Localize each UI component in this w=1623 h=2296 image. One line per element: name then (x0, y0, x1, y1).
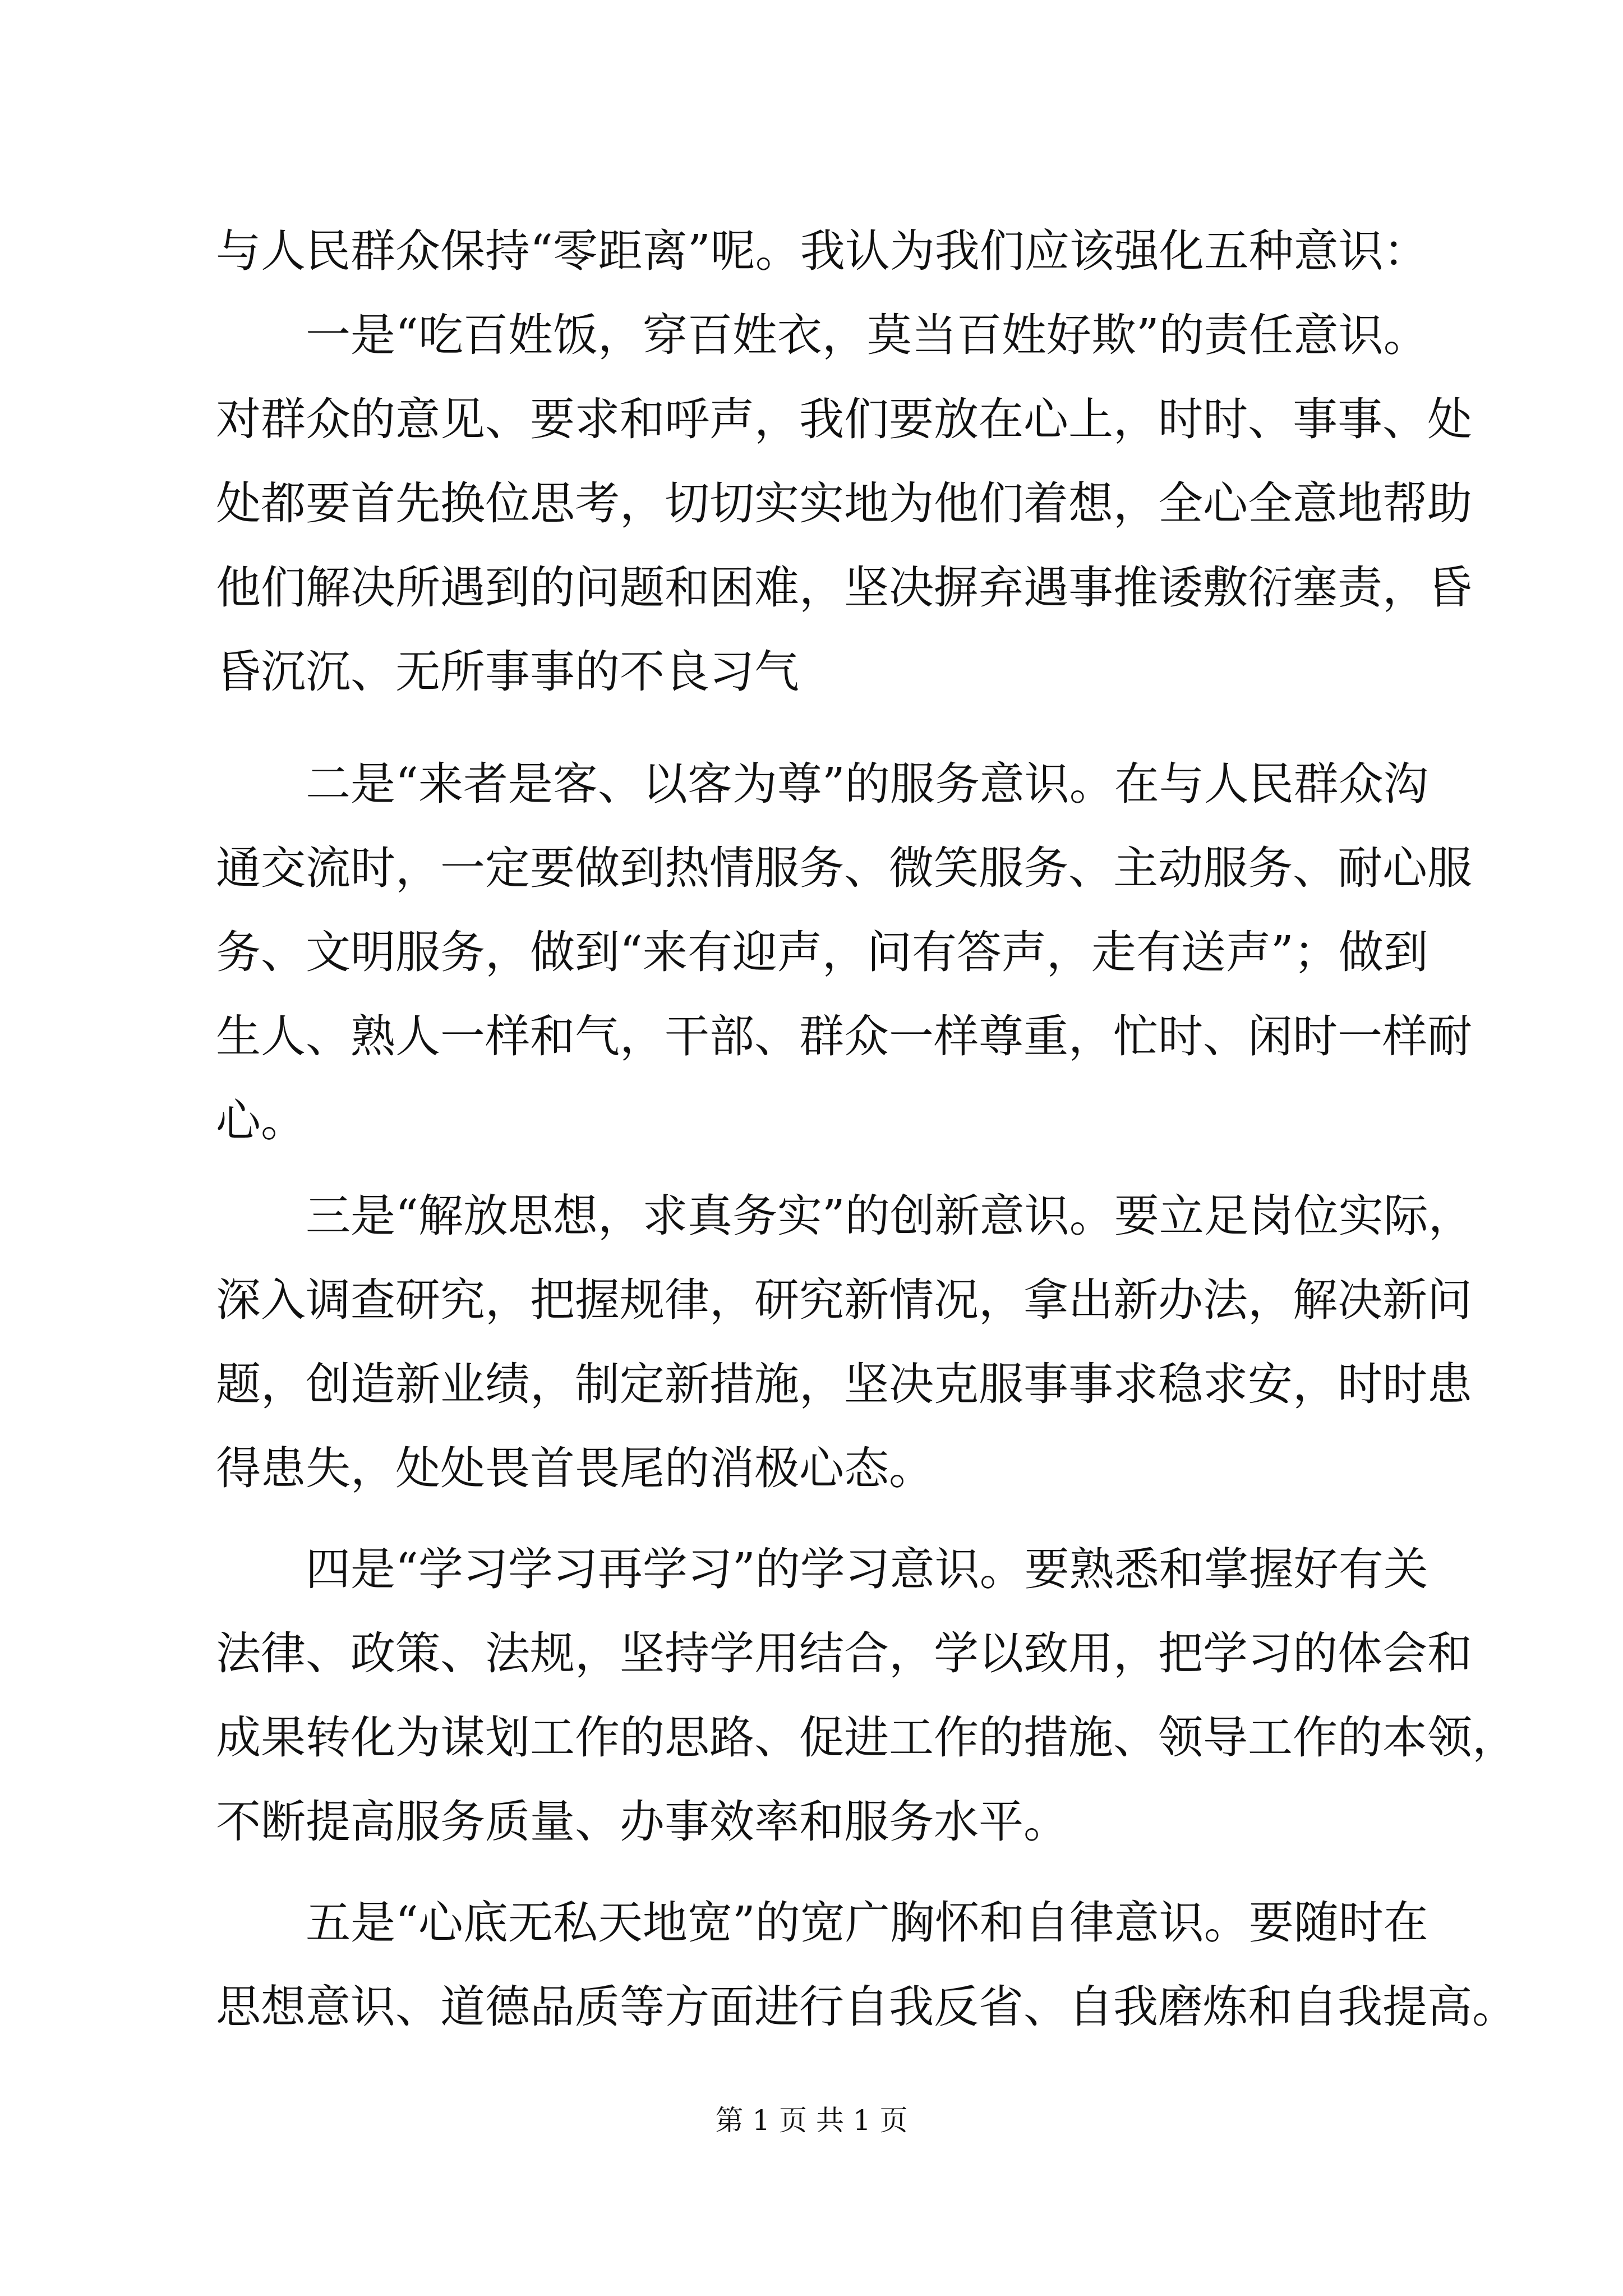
text-line: 通交流时，一定要做到热情服务、微笑服务、主动服务、耐心服 (216, 842, 1472, 894)
text-line: 四是“学习学习再学习”的学习意识。要熟悉和掌握好有关 (306, 1543, 1428, 1595)
text-line: 一是“吃百姓饭，穿百姓衣，莫当百姓好欺”的责任意识。 (306, 309, 1428, 361)
text-line: 二是“来者是客、以客为尊”的服务意识。在与人民群众沟 (306, 758, 1428, 810)
text-line: 心。 (216, 1094, 306, 1147)
text-line: 不断提高服务质量、办事效率和服务水平。 (216, 1796, 1068, 1848)
text-line: 思想意识、道德品质等方面进行自我反省、自我磨炼和自我提高。 (216, 1981, 1517, 2033)
text-line: 五是“心底无私天地宽”的宽广胸怀和自律意识。要随时在 (306, 1897, 1428, 1949)
text-line: 法律、政策、法规，坚持学用结合，学以致用，把学习的体会和 (216, 1627, 1472, 1680)
text-line: 昏沉沉、无所事事的不良习气 (216, 646, 799, 698)
text-line: 得患失，处处畏首畏尾的消极心态。 (216, 1442, 934, 1494)
text-line: 题，创造新业绩，制定新措施，坚决克服事事求稳求安，时时患 (216, 1358, 1472, 1410)
text-line: 深入调查研究，把握规律，研究新情况，拿出新办法，解决新问 (216, 1274, 1472, 1326)
page-footer: 第 1 页 共 1 页 (715, 2104, 908, 2137)
text-line: 与人民群众保持“零距离”呢。我认为我们应该强化五种意识： (216, 225, 1428, 277)
text-line: 三是“解放思想，求真务实”的创新意识。要立足岗位实际， (306, 1190, 1473, 1242)
text-line: 处都要首先换位思考，切切实实地为他们着想，全心全意地帮助 (216, 477, 1472, 530)
text-line: 对群众的意见、要求和呼声，我们要放在心上，时时、事事、处 (216, 393, 1472, 445)
text-line: 务、文明服务，做到“来有迎声，问有答声，走有送声”；做到 (216, 926, 1428, 978)
text-line: 成果转化为谋划工作的思路、促进工作的措施、领导工作的本领， (216, 1711, 1517, 1764)
text-line: 生人、熟人一样和气，干部、群众一样尊重，忙时、闲时一样耐 (216, 1010, 1472, 1062)
text-line: 他们解决所遇到的问题和困难，坚决摒弃遇事推诿敷衍塞责，昏 (216, 562, 1472, 614)
